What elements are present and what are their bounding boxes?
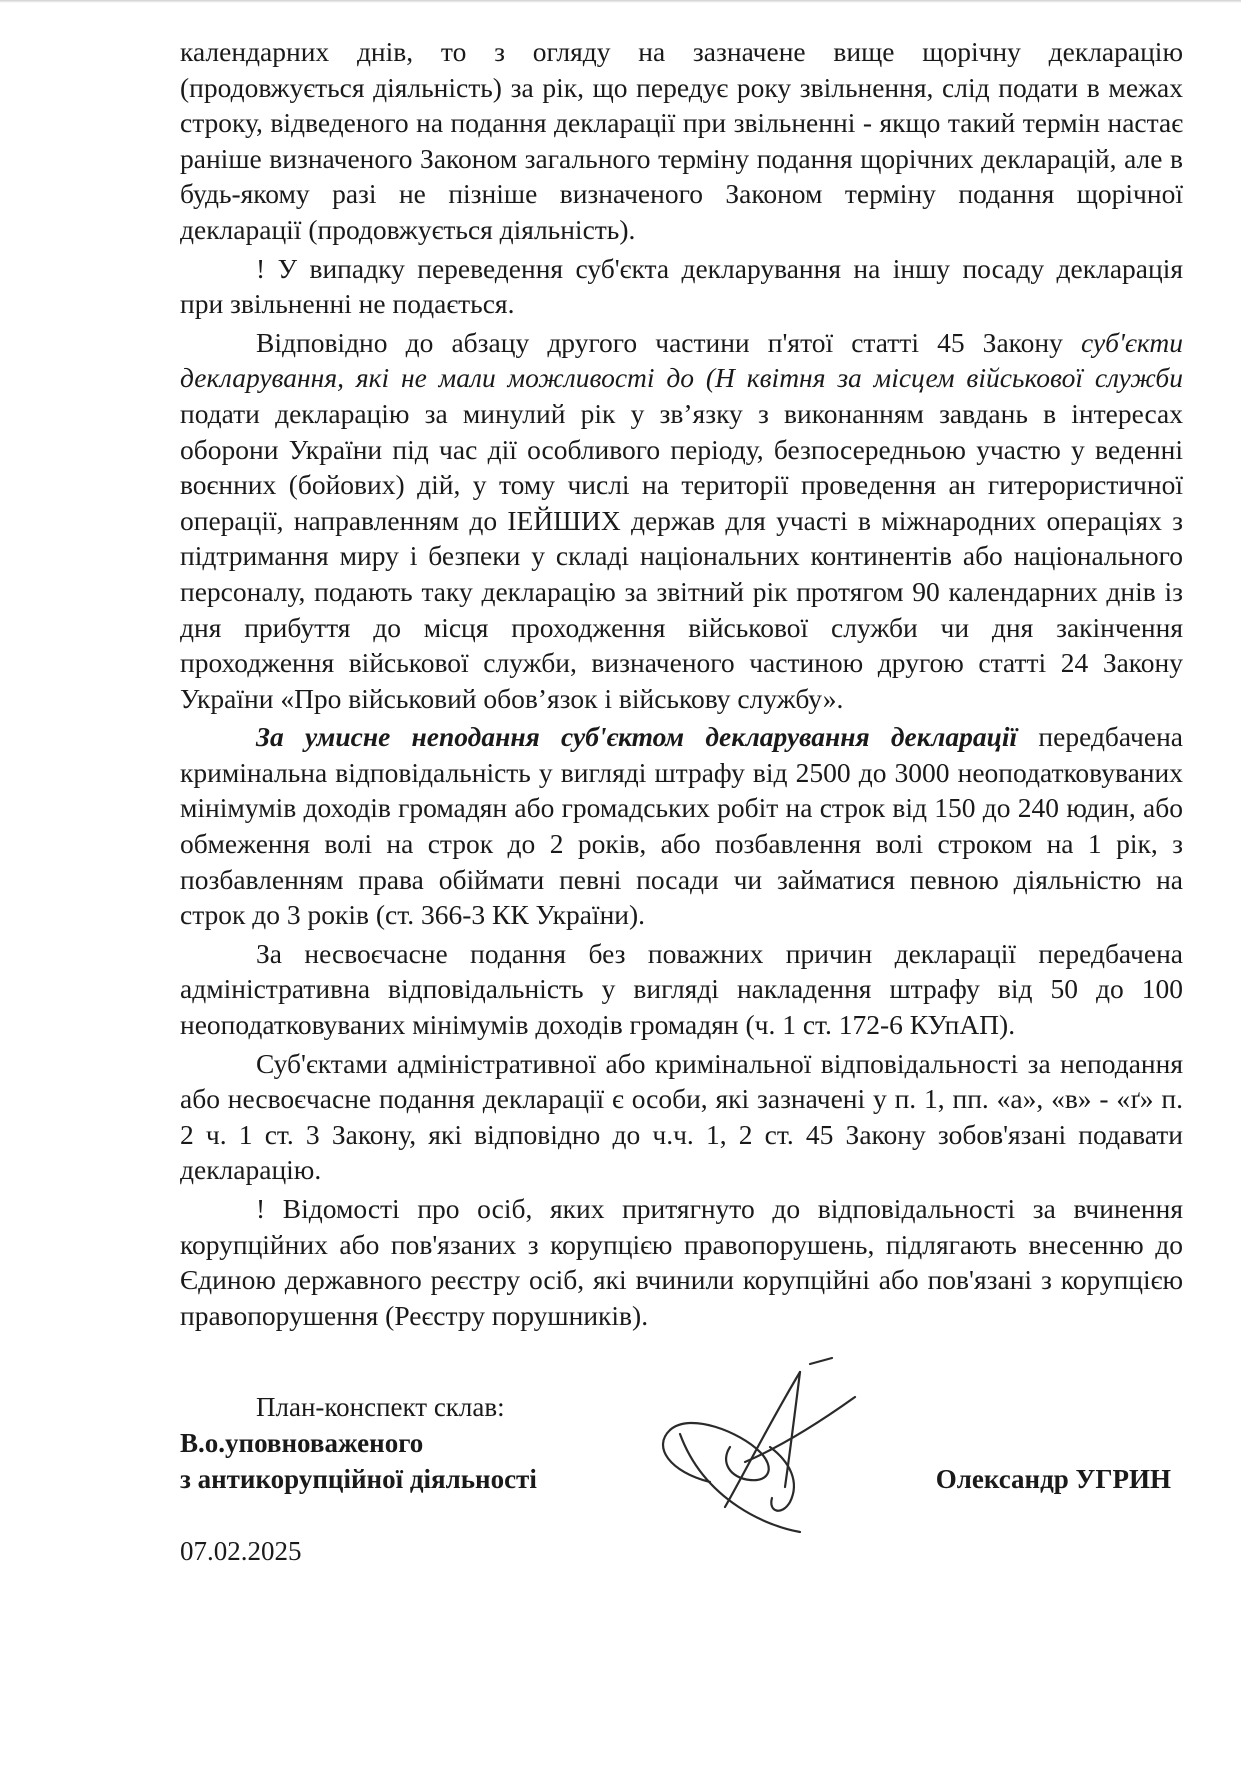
paragraph-text: календарних днів, то з огляду на зазначене вище щорічну декларацію (продовжується діяльність) за рік, що передує року звільнення, слід подати в межах строку, відведеного на подання декларації при звільненні - якщо такий термін настає раніше визначеного Законом загального терміну подання щорічних декларацій, але в будь-якому разі не пізніше визначеного Законом терміну подання щорічної декларації (продовжується діяльність). bbox=[180, 36, 1183, 245]
document-date: 07.02.2025 bbox=[180, 1536, 302, 1566]
signer-name: Олександр УГРИН bbox=[935, 1464, 1171, 1494]
scan-top-edge bbox=[0, 0, 1241, 3]
paragraph-declaration-deadline bbox=[180, 34, 1183, 248]
paragraph-transfer-note bbox=[180, 251, 1183, 322]
signer-role-line-2: з антикорупційної діяльності bbox=[180, 1464, 537, 1494]
paragraph-text: ! У випадку переведення суб'єкта декларування на іншу посаду декларація при звільненні не подається. bbox=[180, 252, 1183, 320]
paragraph-italic-text: суб'єкти декларування, які не мали можливості до (Н квітня за місцем військової служби bbox=[180, 326, 1183, 394]
handwritten-signature bbox=[650, 1352, 880, 1537]
paragraph-text: Суб'єктами адміністративної або кримінальної відповідальності за неподання або несвоєчасне подання декларації є особи, які зазначені у п. 1, пп. «а», «в» - «ґ» п. 2 ч. 1 ст. 3 Закону, які відповідно до ч.ч. 1, 2 ст. 45 Закону зобов'язані подавати декларацію. bbox=[180, 1047, 1183, 1186]
paragraph-text: За несвоєчасне подання без поважних причин декларації передбачена адміністративна відповідальність у вигляді накладення штрафу від 50 до 100 неоподатковуваних мінімумів доходів громадян (ч. 1 ст. 172-6 КУпАП). bbox=[180, 937, 1183, 1041]
paragraph-text: ! Відомості про осіб, яких притягнуто до відповідальності за вчинення корупційних або пов'язаних з корупцією правопорушень, підлягають внесенню до Єдиною державного реєстру осіб, які вчинили корупційні або пов'язані з корупцією правопорушення (Реєстру порушників). bbox=[180, 1193, 1183, 1331]
paragraph-liable-subjects bbox=[180, 1046, 1183, 1188]
paragraph-text: подати декларацію за минулий рік у зв’язку з виконанням завдань в інтересах оборони України під час дії особливого періоду, безпосередньою участю у веденні воєнних (бойових) дій, у тому числі на території проведення ан гитерористичної операції, направленням до ІЕЙШИХ держав для участі в міжнародних операціях з підтримання миру і безпеки у складі національних континентів або національного персоналу, подають таку декларацію за звітний рік протягом 90 календарних днів із дня прибуття до місця проходження військової служби чи дня закінчення проходження військової служби, визначеного частиною другою статті 24 Закону України «Про військовий обов’язок і військову службу». bbox=[180, 397, 1183, 714]
paragraph-text: передбачена кримінальна відповідальність у вигляді штрафу від 2500 до 3000 неоподатковуваних мінімумів доходів громадян або громадських робіт на строк від 150 до 240 юдин, або обмеження волі на строк до 2 років, або позбавлення волі строком на 1 рік, з позбавленням права обіймати певні посади чи займатися певною діяльністю на строк до 3 років (ст. 366-3 КК України). bbox=[180, 721, 1183, 931]
signature-intro: План-конспект склав: bbox=[256, 1392, 505, 1422]
paragraph-military-service bbox=[180, 325, 1183, 717]
paragraph-emphasis-text: За умисне неподання суб'єктом декларування декларації bbox=[256, 721, 1018, 753]
paragraph-text: Відповідно до абзацу другого частини п'ятої статті 45 Закону bbox=[256, 326, 1081, 358]
paragraph-administrative-liability bbox=[180, 936, 1183, 1043]
paragraph-criminal-liability bbox=[180, 719, 1183, 933]
document-body bbox=[180, 34, 1183, 1336]
signer-role-line-1: В.о.уповноваженого bbox=[180, 1428, 424, 1458]
paragraph-violators-register bbox=[180, 1191, 1183, 1333]
